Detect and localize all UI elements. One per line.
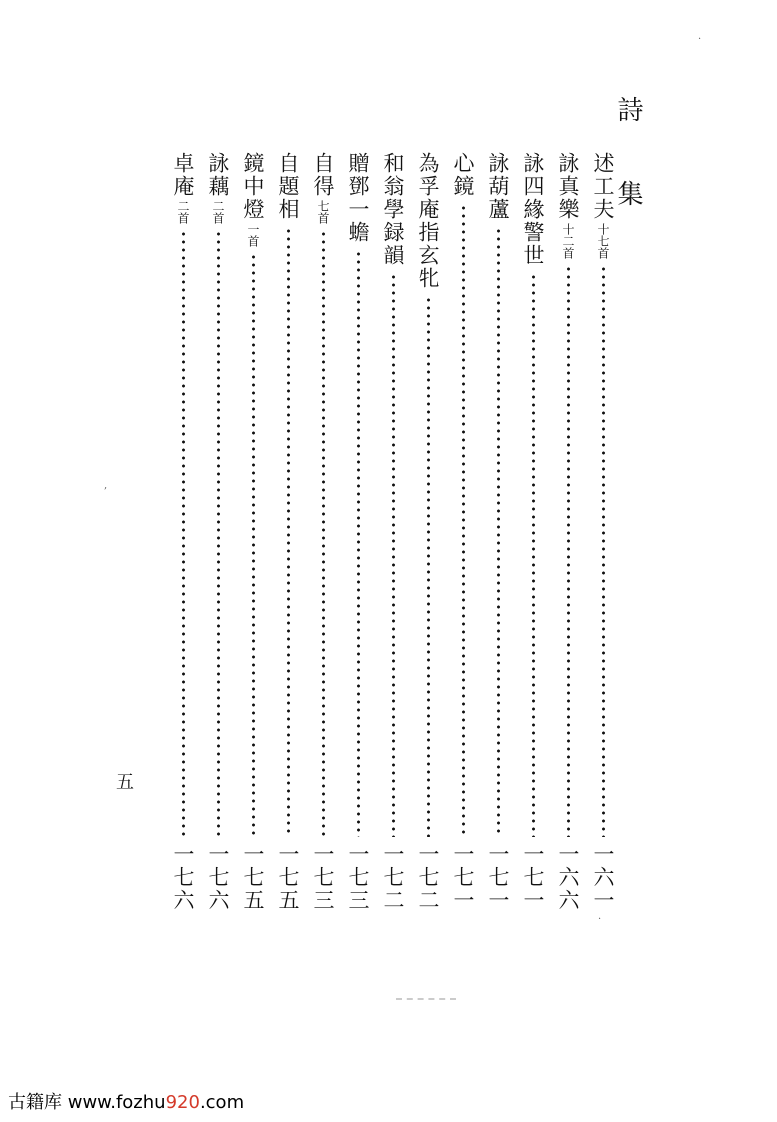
toc-entry-page: 一六一 bbox=[591, 843, 615, 912]
toc-entry bbox=[240, 152, 266, 912]
toc-entry bbox=[345, 152, 371, 912]
toc-entry-page: 一七六 bbox=[206, 843, 230, 912]
toc-entry bbox=[485, 152, 511, 912]
toc-entry-title: 贈鄧一蟾 bbox=[346, 152, 370, 244]
section-title: 詩集 bbox=[613, 96, 643, 264]
toc-entry-page: 一七二 bbox=[416, 843, 440, 912]
toc-entry-title: 鏡中燈 bbox=[241, 152, 265, 221]
toc-entry-note: 十二首 bbox=[561, 223, 575, 259]
toc-entry-title: 和翁學録韻 bbox=[381, 152, 405, 267]
toc-entry bbox=[415, 152, 441, 912]
toc-entry-title: 為孚庵指玄牝 bbox=[416, 152, 440, 290]
toc-entry-page: 一七五 bbox=[276, 843, 300, 912]
scan-speck: · bbox=[698, 34, 702, 45]
leader-dots bbox=[252, 253, 255, 837]
watermark-suffix: .com bbox=[199, 1092, 245, 1113]
toc-entry-title: 心鏡 bbox=[451, 152, 475, 198]
leader-dots bbox=[602, 265, 605, 837]
toc-entry-note: 二首 bbox=[176, 200, 190, 224]
toc-entry-note: 二首 bbox=[211, 200, 225, 224]
toc-entry-title: 自得 bbox=[311, 152, 335, 198]
toc-entry-note: 七首 bbox=[316, 200, 330, 224]
toc-entry-page: 一七一 bbox=[521, 843, 545, 912]
toc-entry bbox=[555, 152, 581, 912]
toc-entry-page: 一七六 bbox=[171, 843, 195, 912]
toc-entry-page: 一七一 bbox=[451, 843, 475, 912]
toc-entry-note: 一首 bbox=[246, 223, 260, 247]
toc-entry-title: 詠四緣警世 bbox=[521, 152, 545, 267]
toc-entry bbox=[450, 152, 476, 912]
toc-entry bbox=[170, 152, 196, 912]
toc-entry-title: 卓庵 bbox=[171, 152, 195, 198]
toc-entry-title: 自題相 bbox=[276, 152, 300, 221]
scan-smudge bbox=[396, 998, 456, 1004]
leader-dots bbox=[287, 227, 290, 837]
toc-entry-title: 述工夫 bbox=[591, 152, 615, 221]
toc-entry-page: 一七一 bbox=[486, 843, 510, 912]
toc-entry-page: 一七二 bbox=[381, 843, 405, 912]
leader-dots bbox=[427, 296, 430, 837]
toc-entry-page: 一七三 bbox=[346, 843, 370, 912]
toc-entry bbox=[205, 152, 231, 912]
scan-speck: · bbox=[598, 914, 602, 925]
watermark-text: 古籍库 www.fozhu bbox=[8, 1092, 166, 1113]
toc-entry bbox=[590, 152, 616, 912]
toc-entry bbox=[310, 152, 336, 912]
leader-dots bbox=[567, 265, 570, 837]
toc-entry bbox=[275, 152, 301, 912]
leader-dots bbox=[182, 230, 185, 837]
toc-entry-title: 詠葫蘆 bbox=[486, 152, 510, 221]
folio-number: 五 bbox=[113, 772, 134, 790]
leader-dots bbox=[357, 250, 360, 837]
watermark-number: 920 bbox=[165, 1092, 200, 1113]
leader-dots bbox=[217, 230, 220, 837]
toc-entry-page: 一七三 bbox=[311, 843, 335, 912]
toc-entry bbox=[520, 152, 546, 912]
toc-entry-title: 詠真樂 bbox=[556, 152, 580, 221]
leader-dots bbox=[532, 273, 535, 837]
leader-dots bbox=[322, 230, 325, 837]
toc-entry-note: 十七首 bbox=[596, 223, 610, 259]
scan-speck: , bbox=[104, 480, 108, 491]
toc-entry bbox=[380, 152, 406, 912]
site-watermark bbox=[8, 1088, 244, 1114]
toc-entry-title: 詠藕 bbox=[206, 152, 230, 198]
toc-entry-page: 一七五 bbox=[241, 843, 265, 912]
leader-dots bbox=[392, 273, 395, 837]
toc-entry-page: 一六六 bbox=[556, 843, 580, 912]
leader-dots bbox=[462, 204, 465, 837]
leader-dots bbox=[497, 227, 500, 837]
